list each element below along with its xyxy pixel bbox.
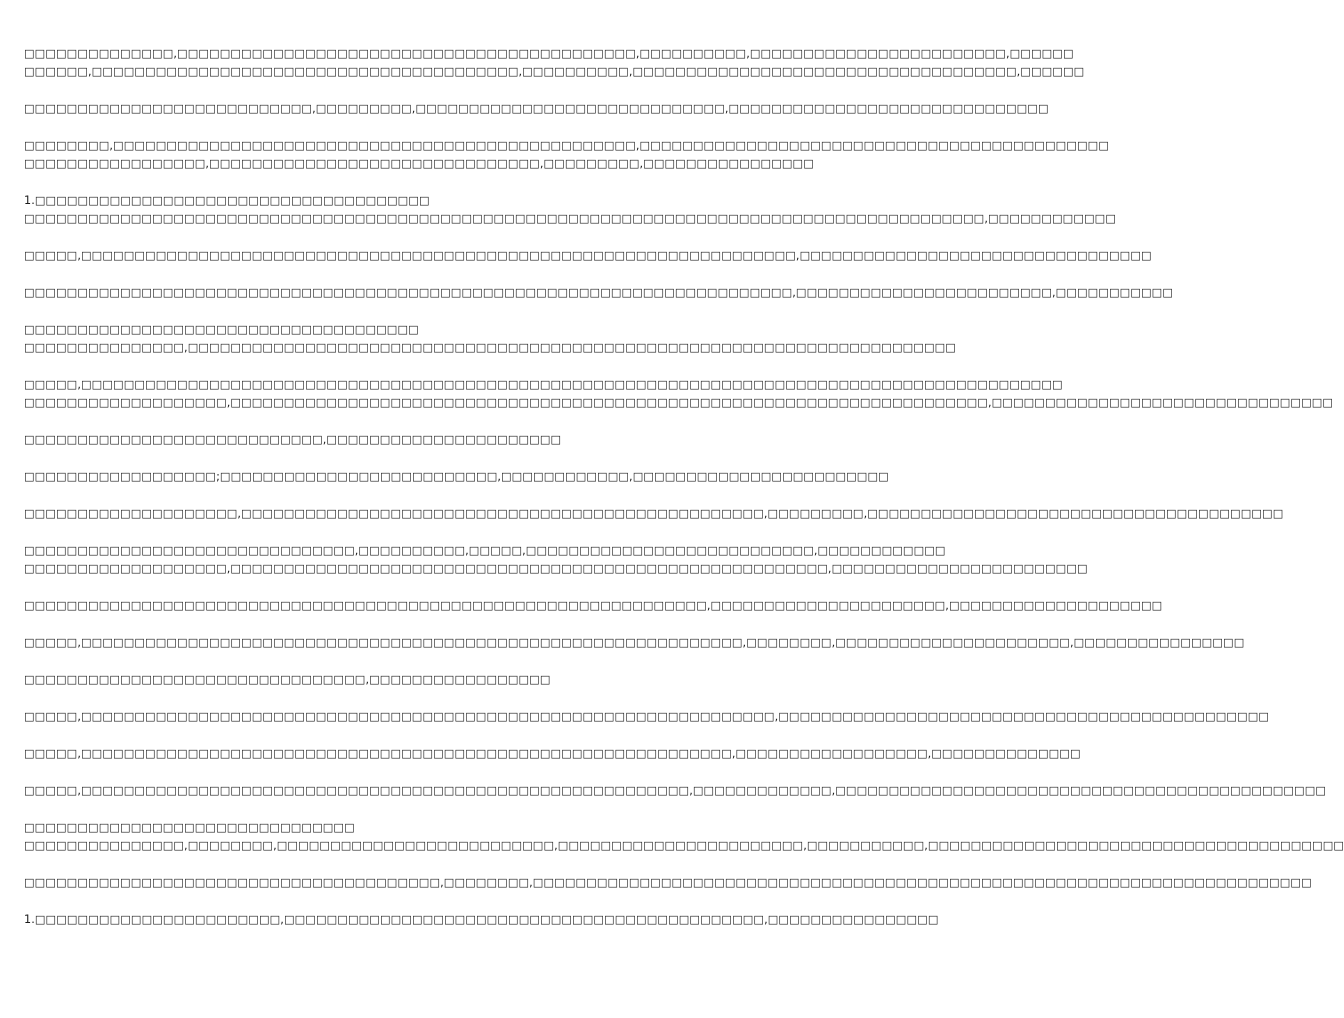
text-line: □□□□□□□□□□□□□□□□□□□□□□□□□□□□□□□□□□□□□□□□□□□□□□□□□□□□□□□□□□□□□□□□□□□□□□□□□□□□□□□□□□□□□□□□□□,□□□□□□□□□□□□ bbox=[24, 212, 1117, 225]
paragraph bbox=[24, 45, 1085, 81]
text-line: □□□□□□□□□□□□□□□□□□□□□□□□□□□□□□□ bbox=[24, 821, 355, 834]
text-line: □□□□□□□□□□□□□□□□□□□□□□□□□□□□□□□□□□□□□□□,□□□□□□□□,□□□□□□□□□□□□□□□□□□□□□□□□□□□□□□□□□□□□□□□□□□□□□□□□□□□□□□□□□□□□□□□□□□□□□□□□□ bbox=[24, 876, 1312, 889]
text-line: □□□□□□□□□□□□□□□□□□□□□□□□□□□□,□□□□□□□□□□□□□□□□□□□□□□ bbox=[24, 433, 562, 446]
paragraph bbox=[24, 671, 696, 689]
text-line: □□□□□□□□□□□□□□□,□□□□□□□□,□□□□□□□□□□□□□□□□□□□□□□□□□□,□□□□□□□□□□□□□□□□□□□□□□□,□□□□□□□□□□□,□□□□□□□□□□□□□□□□□□□□□□□□□□□□□□□□□□□□□□□ bbox=[24, 839, 1344, 852]
paragraph bbox=[24, 597, 1163, 615]
text-line: □□□□□,□□□□□□□□□□□□□□□□□□□□□□□□□□□□□□□□□□□□□□□□□□□□□□□□□□□□□□□□□□□□□□□□□,□□□□□□□□□□□□□□□□□□□□□□□□□□□□□□□□□□□□□□□□□□□□□□ bbox=[24, 710, 1270, 723]
text-line: 1.□□□□□□□□□□□□□□□□□□□□□□□,□□□□□□□□□□□□□□□□□□□□□□□□□□□□□□□□□□□□□□□□□□□□□,□□□□□□□□□□□□□□□□ bbox=[24, 913, 939, 926]
text-line: □□□□□□□□□□□□□□□□□□□□□□□□□□□□□□□,□□□□□□□□□□,□□□□□,□□□□□□□□□□□□□□□□□□□□□□□□□□□,□□□□□□□□□□□□ bbox=[24, 544, 946, 557]
text-line: □□□□□□□□□□□□□□□□□□;□□□□□□□□□□□□□□□□□□□□□□□□□□,□□□□□□□□□□□□,□□□□□□□□□□□□□□□□□□□□□□□□ bbox=[24, 470, 889, 483]
text-line: 1.□□□□□□□□□□□□□□□□□□□□□□□□□□□□□□□□□□□□□ bbox=[24, 194, 430, 207]
text-line: □□□□□□,□□□□□□□□□□□□□□□□□□□□□□□□□□□□□□□□□□□□□□□□,□□□□□□□□□□,□□□□□□□□□□□□□□□□□□□□□□□□□□□□□□□□□□□□,□□□□□□ bbox=[24, 65, 1085, 78]
paragraph bbox=[24, 100, 1049, 118]
paragraph bbox=[24, 247, 1152, 265]
text-line: □□□□□□□□□□□□□□□□□□□□□□□□□□□□□□□□,□□□□□□□□□□□□□□□□□ bbox=[24, 673, 551, 686]
text-line: □□□□□□□□□□□□□□□,□□□□□□□□□□□□□□□□□□□□□□□□□□□□□□□□□□□□□□□□□□□□□□□□□□□□□□□□□□□□□□□□□□□□□□□□ bbox=[24, 341, 956, 354]
text-line: □□□□□□□□□□□□□□□□□□□□,□□□□□□□□□□□□□□□□□□□□□□□□□□□□□□□□□□□□□□□□□□□□□□□□□,□□□□□□□□□,□□□□□□□□□□□□□□□□□□□□□□□□□□□□□□□□□□□□□□□ bbox=[24, 507, 1284, 520]
text-line: □□□□□,□□□□□□□□□□□□□□□□□□□□□□□□□□□□□□□□□□□□□□□□□□□□□□□□□□□□□□□□□□□□□□,□□□□□□□□,□□□□□□□□□□□□□□□□□□□□□□,□□□□□□□□□□□□□□□□ bbox=[24, 636, 1245, 649]
paragraph bbox=[24, 376, 1334, 412]
text-line: □□□□□,□□□□□□□□□□□□□□□□□□□□□□□□□□□□□□□□□□□□□□□□□□□□□□□□□□□□□□□□□□□□□□□□□□□,□□□□□□□□□□□□□□□□□□□□□□□□□□□□□□□□□ bbox=[24, 249, 1152, 262]
paragraph bbox=[24, 708, 1270, 726]
paragraph bbox=[24, 542, 1088, 578]
text-line: □□□□□□□□□□□□□□□□□□□□□□□□□□□□□□□□□□□□□ bbox=[24, 323, 419, 336]
text-line: □□□□□□□□□□□□□□□□□□□□□□□□□□□,□□□□□□□□□,□□□□□□□□□□□□□□□□□□□□□□□□□□□□□,□□□□□□□□□□□□□□□□□□□□□□□□□□□□□□ bbox=[24, 102, 1049, 115]
text-line: □□□□□□□□,□□□□□□□□□□□□□□□□□□□□□□□□□□□□□□□□□□□□□□□□□□□□□□□□□,□□□□□□□□□□□□□□□□□□□□□□□□□□□□□□□□□□□□□□□□□□□□ bbox=[24, 139, 1110, 152]
text-line: □□□□□□□□□□□□□□□□□,□□□□□□□□□□□□□□□□□□□□□□□□□□□□□□□,□□□□□□□□□,□□□□□□□□□□□□□□□□ bbox=[24, 157, 814, 170]
paragraph bbox=[24, 634, 1245, 652]
paragraph bbox=[24, 745, 1081, 763]
text-line: □□□□□□□□□□□□□□□□□□□,□□□□□□□□□□□□□□□□□□□□□□□□□□□□□□□□□□□□□□□□□□□□□□□□□□□□□□□□□□□□□□□□□□□□□□□,□□□□□□□□□□□□□□□□□□□□□□□□□□□□□□□□ bbox=[24, 396, 1334, 409]
document-body bbox=[24, 45, 1344, 948]
paragraph bbox=[24, 874, 1312, 892]
text-line: □□□□□□□□□□□□□□□□□□□□□□□□□□□□□□□□□□□□□□□□□□□□□□□□□□□□□□□□□□□□□□□□□□□□□□□□,□□□□□□□□□□□□□□□□□□□□□□□□,□□□□□□□□□□□ bbox=[24, 286, 1174, 299]
paragraph bbox=[24, 321, 956, 357]
paragraph bbox=[24, 782, 1327, 800]
text-line: □□□□□,□□□□□□□□□□□□□□□□□□□□□□□□□□□□□□□□□□□□□□□□□□□□□□□□□□□□□□□□□□□□□,□□□□□□□□□□□□□□□□□□,□□□□□□□□□□□□□□ bbox=[24, 747, 1081, 760]
paragraph bbox=[24, 284, 1174, 302]
paragraph bbox=[24, 819, 1344, 855]
paragraph bbox=[24, 911, 939, 929]
text-line: □□□□□□□□□□□□□□□□□□□□□□□□□□□□□□□□□□□□□□□□□□□□□□□□□□□□□□□□□□□□□□□□,□□□□□□□□□□□□□□□□□□□□□□,□□□□□□□□□□□□□□□□□□□□ bbox=[24, 599, 1163, 612]
text-line: □□□□□,□□□□□□□□□□□□□□□□□□□□□□□□□□□□□□□□□□□□□□□□□□□□□□□□□□□□□□□□□□□□□□□□□□□□□□□□□□□□□□□□□□□□□□□□□□□□ bbox=[24, 378, 1063, 391]
paragraph bbox=[24, 468, 889, 486]
paragraph bbox=[24, 431, 696, 449]
text-line: □□□□□,□□□□□□□□□□□□□□□□□□□□□□□□□□□□□□□□□□□□□□□□□□□□□□□□□□□□□□□□□,□□□□□□□□□□□□□,□□□□□□□□□□□□□□□□□□□□□□□□□□□□□□□□□□□□□□□□□□□□□□ bbox=[24, 784, 1327, 797]
paragraph bbox=[24, 137, 1110, 173]
paragraph bbox=[24, 505, 1284, 523]
text-line: □□□□□□□□□□□□□□,□□□□□□□□□□□□□□□□□□□□□□□□□□□□□□□□□□□□□□□□□□□,□□□□□□□□□□,□□□□□□□□□□□□□□□□□□□□□□□□,□□□□□□ bbox=[24, 47, 1074, 60]
paragraph bbox=[24, 192, 1117, 228]
text-line: □□□□□□□□□□□□□□□□□□□,□□□□□□□□□□□□□□□□□□□□□□□□□□□□□□□□□□□□□□□□□□□□□□□□□□□□□□□□,□□□□□□□□□□□□□□□□□□□□□□□□ bbox=[24, 562, 1088, 575]
